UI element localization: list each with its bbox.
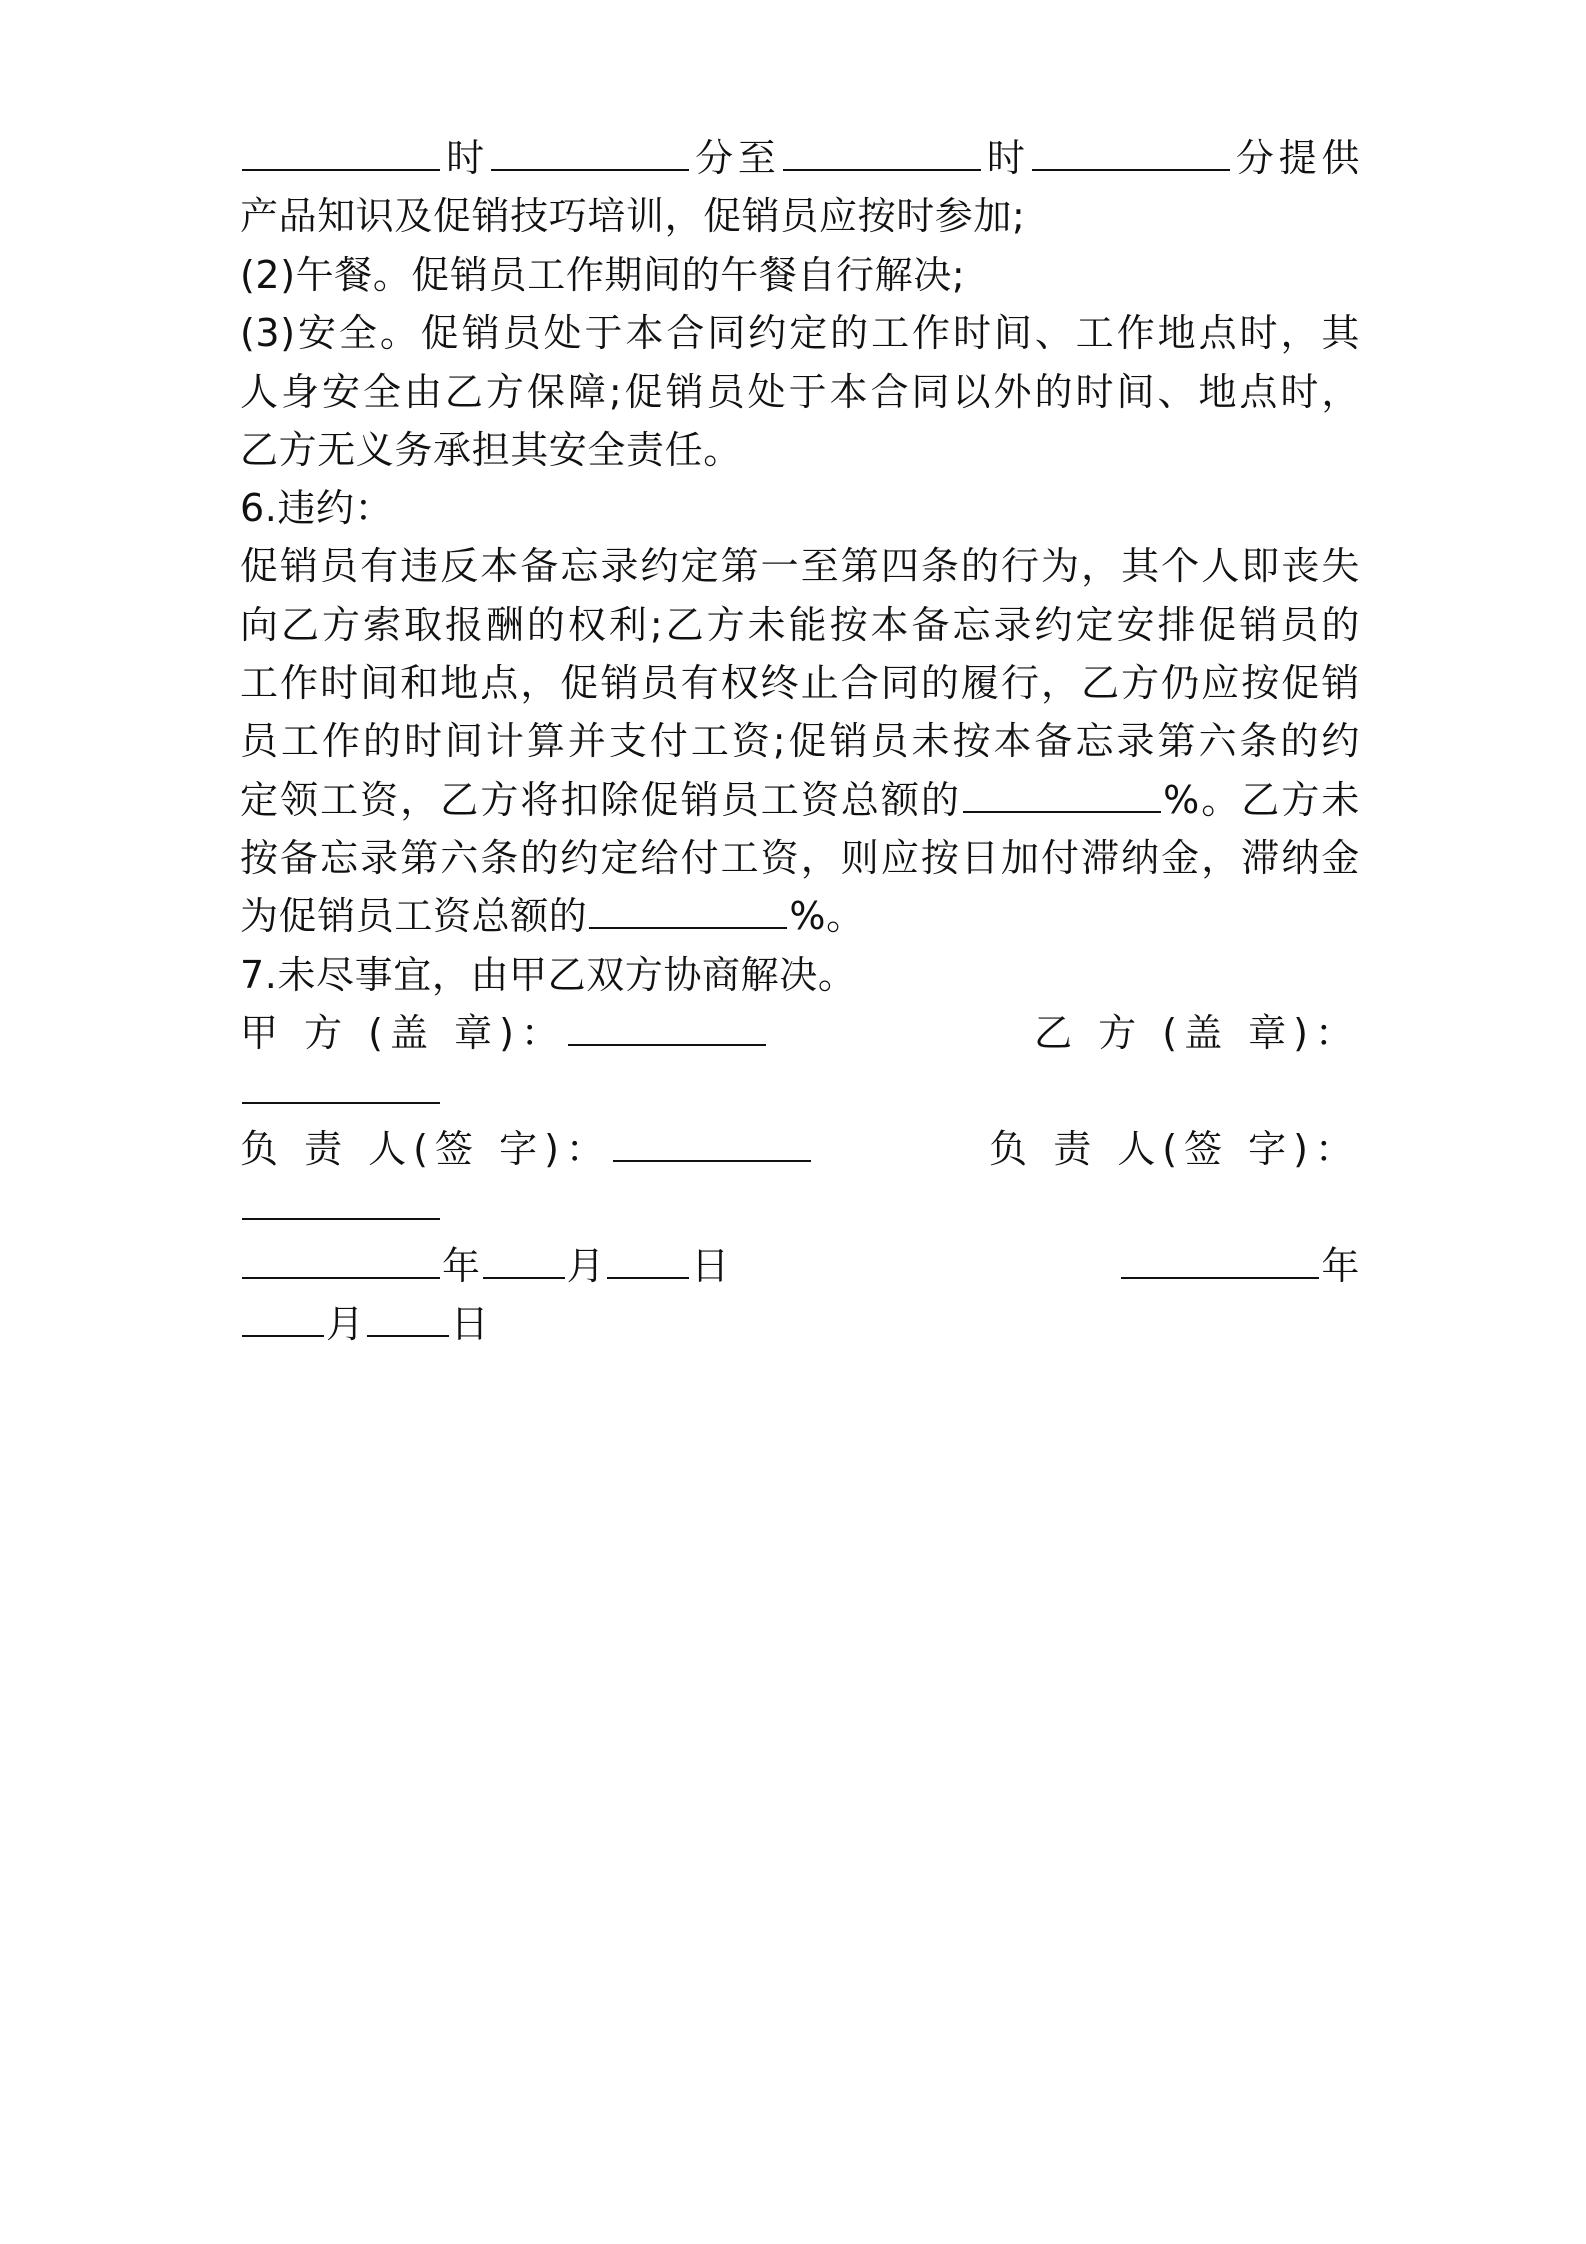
text-line-4: (3)安全。促销员处于本合同约定的工作时间、工作地点时，其	[240, 311, 1360, 355]
text-segment: 时	[982, 136, 1030, 180]
text-segment: %。乙方未	[1163, 778, 1361, 822]
month-blank	[483, 1239, 565, 1279]
person-a-sign-label: 负 责 人(签 字)：	[240, 1127, 611, 1171]
text-segment: 为促销员工资总额的	[240, 894, 588, 938]
text-line-2: 产品知识及促销技巧培训，促销员应按时参加;	[240, 194, 1026, 238]
section-heading-breach: 6.违约：	[240, 486, 394, 530]
text-segment: 分提供	[1231, 136, 1361, 180]
text-line-1	[240, 128, 1360, 188]
text-segment: 定领工资，乙方将扣除促销员工资总额的	[240, 778, 962, 822]
year-label: 年	[1321, 1244, 1360, 1288]
text-segment: 时	[442, 136, 489, 180]
blank-field	[491, 131, 689, 171]
date-row	[240, 1236, 1360, 1296]
party-a-seal-blank	[568, 1006, 766, 1046]
day-blank	[607, 1239, 689, 1279]
text-line-10: 工作时间和地点，促销员有权终止合同的履行，乙方仍应按促销	[240, 661, 1360, 705]
text-line-3: (2)午餐。促销员工作期间的午餐自行解决;	[240, 253, 966, 297]
person-b-sign-blank	[242, 1180, 440, 1220]
text-line-8: 促销员有违反本备忘录约定第一至第四条的行为，其个人即丧失	[240, 544, 1360, 588]
person-a-sign-blank	[613, 1122, 811, 1162]
text-line-13: 按备忘录第六条的约定给付工资，则应按日加付滞纳金，滞纳金	[240, 836, 1360, 880]
blank-field	[783, 131, 981, 171]
year-label: 年	[442, 1244, 481, 1288]
text-segment: %。	[789, 894, 865, 938]
blank-field	[1032, 131, 1230, 171]
year-blank	[1121, 1239, 1319, 1279]
text-line-14	[240, 886, 1360, 946]
day-blank	[367, 1297, 449, 1337]
person-b-sign-row	[240, 1177, 1360, 1237]
percent-blank-field	[963, 773, 1161, 813]
text-line-9: 向乙方索取报酬的权利;乙方未能按本备忘录约定安排促销员的	[240, 603, 1360, 647]
person-sign-row	[240, 1119, 1360, 1179]
text-line-11: 员工作的时间计算并支付工资;促销员未按本备忘录第六条的约	[240, 719, 1360, 763]
percent-blank-field	[589, 889, 787, 929]
party-b-seal-row	[240, 1061, 1360, 1121]
person-b-sign-label: 负 责 人(签 字)：	[989, 1127, 1360, 1171]
month-label: 月	[566, 1244, 606, 1288]
section-heading-misc: 7.未尽事宜，由甲乙双方协商解决。	[240, 953, 857, 997]
month-label: 月	[326, 1302, 365, 1346]
party-b-seal-label: 乙 方 (盖 章)：	[1034, 1011, 1360, 1055]
party-a-seal-label: 甲 方 (盖 章)：	[240, 1011, 566, 1055]
month-blank	[242, 1297, 324, 1337]
party-b-seal-blank	[242, 1064, 440, 1104]
text-line-12	[240, 770, 1360, 830]
day-label: 日	[450, 1302, 490, 1346]
day-label: 日	[691, 1244, 730, 1288]
text-segment: 分至	[690, 136, 781, 180]
party-b-date-start	[1119, 1236, 1360, 1296]
text-line-6: 乙方无义务承担其安全责任。	[240, 428, 742, 472]
text-line-5: 人身安全由乙方保障;促销员处于本合同以外的时间、地点时，	[240, 370, 1360, 414]
party-seal-row	[240, 1003, 1360, 1063]
blank-field	[242, 131, 440, 171]
date-row-continued	[240, 1294, 1360, 1354]
year-blank	[242, 1239, 440, 1279]
